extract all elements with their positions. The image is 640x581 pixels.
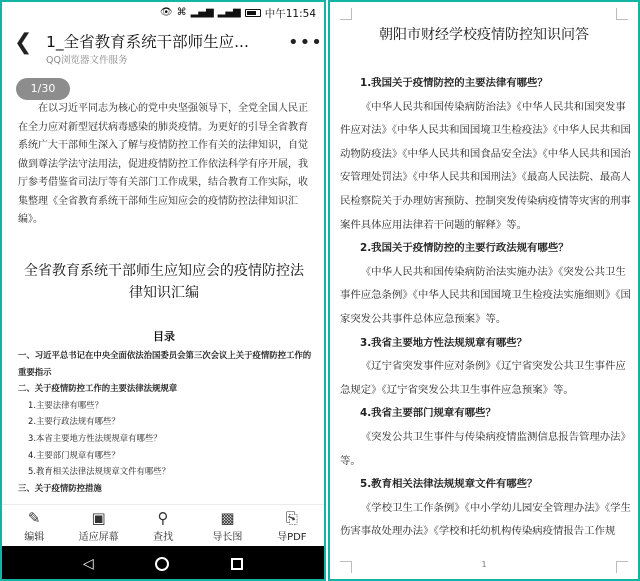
- qa-page-title: 朝阳市财经学校疫情防控知识问答: [379, 27, 589, 43]
- nav-back-icon[interactable]: ◁: [82, 555, 94, 572]
- qa-answer: 《辽宁省突发事件应对条例》《辽宁省突发公共卫生事件应急规定》《辽宁省突发公共卫生事件应急预案》等。: [340, 360, 626, 396]
- edit-button[interactable]: [2, 505, 66, 546]
- qa-question: 2.我国关于疫情防控的主要行政法规有哪些？: [360, 242, 569, 255]
- search-label: 查找: [153, 532, 174, 543]
- toc-heading: 目录: [153, 330, 175, 343]
- fit-screen-button[interactable]: [66, 505, 130, 546]
- export-image-icon: ▩: [220, 509, 235, 527]
- battery-icon: [245, 9, 261, 17]
- table-of-contents: [18, 347, 314, 496]
- export-image-label: 导长图: [212, 532, 243, 543]
- toc-item: 5.教育相关法律法规规章文件有哪些？: [28, 466, 170, 477]
- qa-body: [340, 72, 636, 544]
- search-icon: ⚲: [157, 509, 169, 527]
- nav-recent-icon[interactable]: [231, 558, 243, 570]
- toc-item: 一、习近平总书记在中央全面依法治国委员会第三次会议上关于疫情防控工作的重要指示: [18, 350, 312, 377]
- export-image-button[interactable]: [195, 505, 259, 546]
- search-button[interactable]: [131, 505, 195, 546]
- qa-answer: 《中华人民共和国传染病防治法》《中华人民共和国突发事件应对法》《中华人民共和国国境卫生检疫法》《中华人民共和国动物防疫法》《中华人民共和国食品安全法》《中华人民共和国治安管理处罚法》《中华人民共和国刑法》《最高人民法院、最高人民检察院关于办理妨害预防、控制突发传染病疫情等灾害的刑事案件具体应用法律若干问题的解释》等。: [340, 100, 631, 231]
- export-pdf-label: 导PDF: [277, 532, 307, 543]
- edit-icon: ✎: [27, 509, 41, 527]
- fit-screen-label: 适应屏幕: [78, 532, 119, 543]
- document-title: 1_全省教育系统干部师生应...: [46, 33, 249, 51]
- toc-item: 三、关于疫情防控措施: [18, 482, 102, 493]
- signal-icon: ▂▄▆: [217, 7, 241, 18]
- document-viewer[interactable]: [2, 70, 324, 504]
- back-arrow-icon[interactable]: ❮: [14, 30, 33, 55]
- export-pdf-button[interactable]: [260, 505, 324, 546]
- more-icon[interactable]: •••: [288, 32, 323, 53]
- qa-document-page: [328, 0, 640, 581]
- wifi-icon: ⌘: [176, 7, 187, 18]
- qa-question: 3.我省主要地方性法规规章有哪些？: [360, 336, 528, 349]
- system-nav-bar: [2, 546, 324, 581]
- title-bar: [2, 24, 324, 70]
- qa-question: 1.我国关于疫情防控的主要法律有哪些？: [360, 77, 548, 89]
- edit-label: 编辑: [24, 532, 45, 543]
- handbook-title: 全省教育系统干部师生应知应会的疫情防控法律知识汇编: [24, 263, 304, 301]
- export-pdf-icon: ⎘: [285, 509, 298, 527]
- status-time: 中午11:54: [264, 7, 316, 20]
- eye-icon: 👁: [159, 7, 173, 18]
- status-bar: [2, 2, 324, 24]
- page-number: 1: [481, 560, 487, 569]
- toc-item: 3.本省主要地方性法规规章有哪些？: [28, 432, 162, 443]
- bottom-toolbar: [2, 504, 324, 546]
- signal-icon: ▂▄▆: [190, 7, 214, 18]
- toc-item: 4.主要部门规章有哪些？: [28, 449, 120, 460]
- qa-answer: 《突发公共卫生事件与传染病疫情监测信息报告管理办法》等。: [340, 430, 631, 467]
- nav-home-icon[interactable]: [155, 557, 169, 571]
- page-indicator: 1/30: [16, 78, 70, 100]
- intro-paragraph: 在以习近平同志为核心的党中央坚强领导下，全党全国人民正在全力应对新型冠状病毒感染的肺炎疫情。为更好的引导全省教育系统广大干部师生深入了解与疫情防控工作有关的法律知识，自觉做到尊法学法守法用法，促进疫情防控工作依法科学有序开展，我厅参考借鉴省司法厅等有关部门工作成果，结合教育工作实际，收集整理《全省教育系统干部师生应知应会的疫情防控法律知识汇编》。: [18, 103, 308, 225]
- toc-item: 1.主要法律有哪些？: [28, 399, 103, 410]
- toc-item: 二、关于疫情防控工作的主要法律法规规章: [18, 383, 178, 394]
- document-source: QQ浏览器文件服务: [46, 55, 128, 66]
- qa-question: 5.教育相关法律法规规章文件有哪些？: [360, 478, 538, 491]
- crop-mark: [340, 8, 352, 20]
- fit-screen-icon: ▣: [91, 509, 106, 527]
- qa-answer: 《学校卫生工作条例》《中小学幼儿园安全管理办法》《学生伤害事故处理办法》《学校和托幼机构传染病疫情报告工作规: [340, 501, 631, 538]
- qa-question: 4.我省主要部门规章有哪些？: [360, 407, 496, 420]
- crop-mark: [616, 8, 628, 20]
- toc-item: 2.主要行政法规有哪些？: [28, 416, 120, 427]
- qa-answer: 《中华人民共和国传染病防治法实施办法》《突发公共卫生事件应急条例》《中华人民共和国国境卫生检疫法实施细则》《国家突发公共事件总体应急预案》等。: [340, 265, 631, 325]
